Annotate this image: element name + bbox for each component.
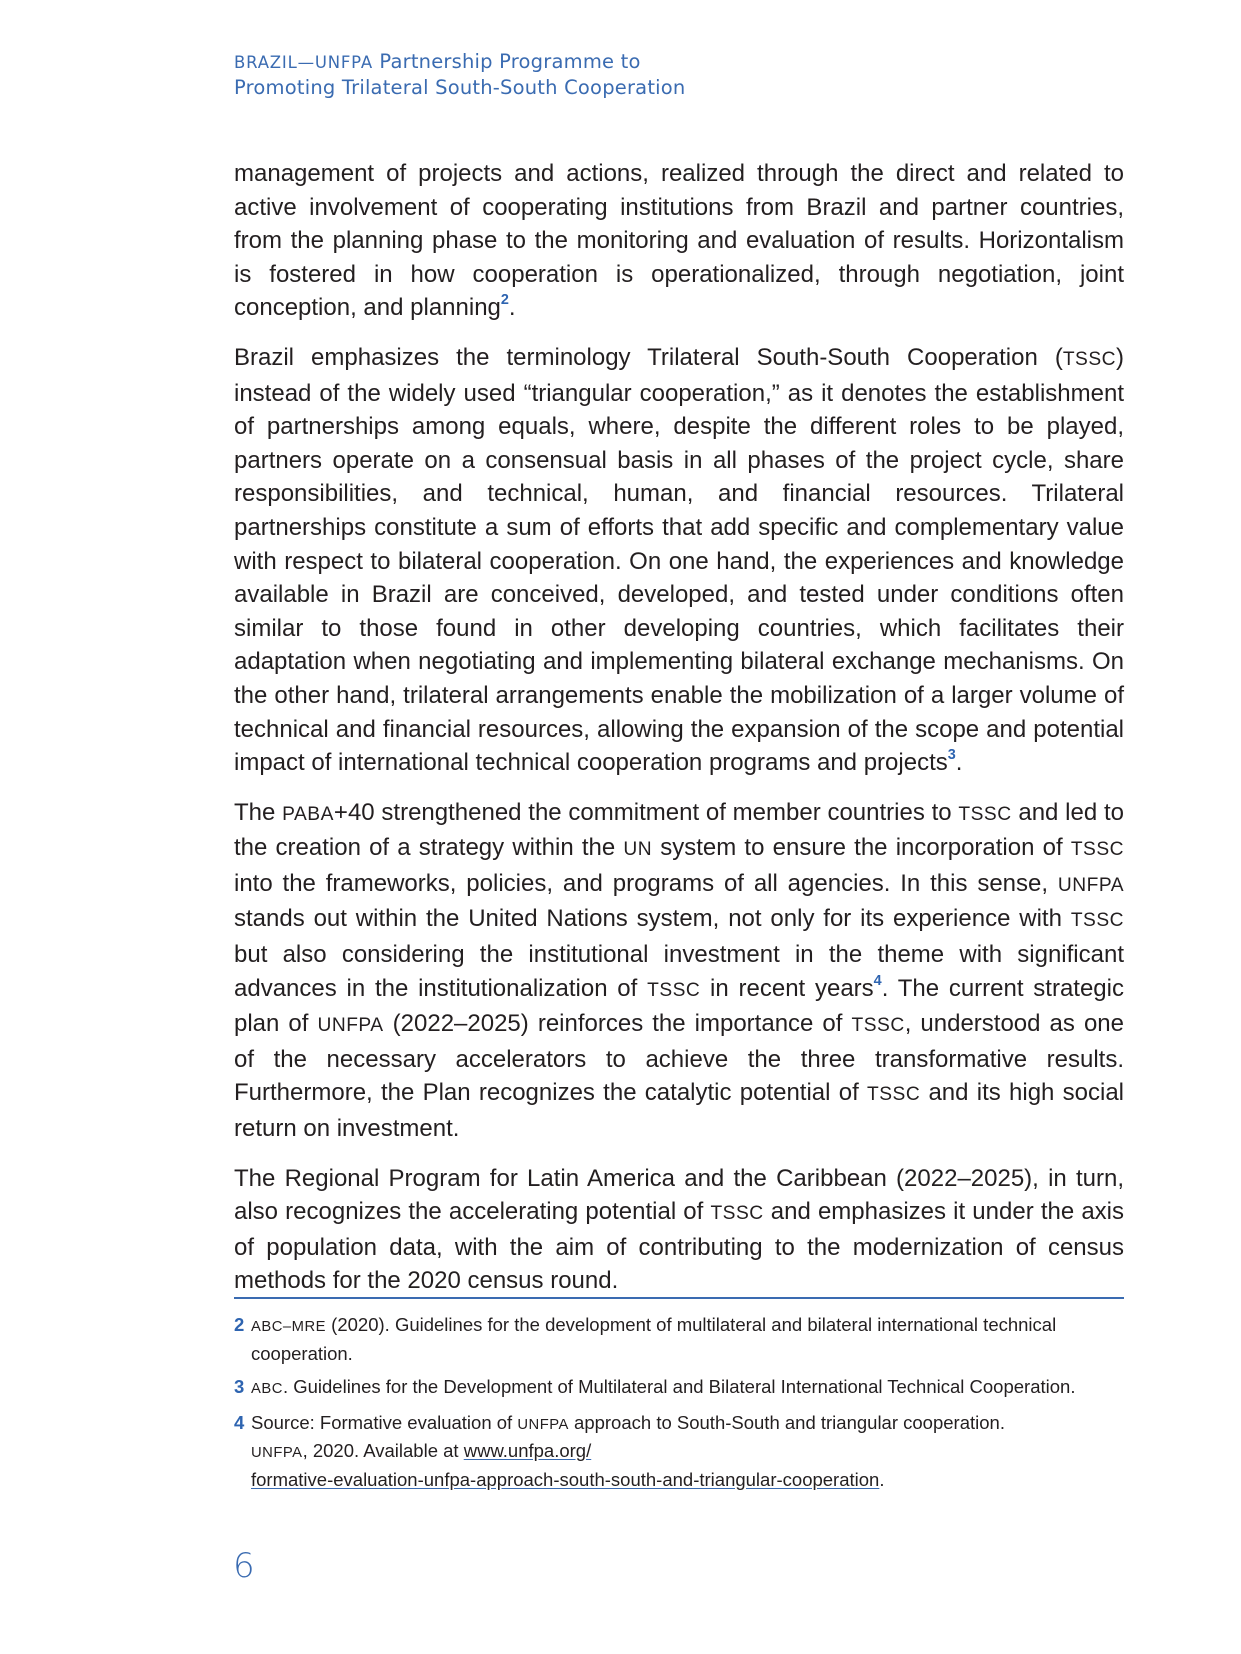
paragraph-3: The PABA+40 strengthened the commitment of member countries to TSSC and led to the creation of a strategy within the UN system to ensure the incorporation of TSSC into the frameworks, policies, and programs of all agencies. In this sense, UNFPA stands out within the United Nations system, not only for its experience with TSSC but also considering the institutional investment in the theme with significant advances in the institutionalization of TSSC in recent years$^4$. The current strategic plan of UNFPA (2022–2025) reinforces the importance of TSSC, understood as one of the necessary accelerators to achieve the three transformative results. Furthermore, the Plan recognizes the catalytic potential of TSSC and its high social return on investment.	[234, 798, 1124, 1143]
footnote-ref-3[interactable]: 3	[947, 747, 956, 764]
paragraph-2: Brazil emphasizes the terminology Trilateral South-South Cooperation (TSSC) instead of the widely used “triangular cooperation,” as it denotes the establishment of partnerships among equals, where, despite the different roles to be played, partners operate on a consensual basis in all phases of the project cycle, share responsibilities, and technical, human, and financial resources. Trilateral partnerships constitute a sum of efforts that add specific and complementary value with respect to bilateral cooperation. On one hand, the experiences and knowledge available in Brazil are conceived, developed, and tested under conditions often similar to those found in other developing countries, which facilitates their adaptation when negotiating and implementing bilateral exchange mechanisms. On the other hand, trilateral arrangements enable the mobilization of a larger volume of technical and financial resources, allowing the expansion of the scope and potential impact of international technical cooperation programs and projects$^3$.	[234, 343, 1124, 777]
body-text	[234, 157, 1124, 1314]
footnote-ref-4[interactable]: 4	[873, 972, 882, 989]
footnote-number: 2	[234, 1314, 245, 1335]
page-number: 6	[233, 1546, 255, 1586]
footnote-4: 4 Source: Formative evaluation of UNFPA approach to South-South and triangular cooperation. UNFPA, 2020. Available at www.unfpa.org/ formative-evaluation-unfpa-approach-south-south-and-triangular-cooperation.	[234, 1411, 1005, 1490]
running-head-line-2: Promoting Trilateral South-South Cooperation	[234, 76, 686, 99]
running-head	[234, 49, 685, 100]
footnotes	[234, 1312, 1124, 1500]
footnote-ref-2[interactable]: 2	[500, 292, 509, 309]
footnote-number: 3	[234, 1375, 245, 1397]
footnote-3: 3 ABC. Guidelines for the Development of Multilateral and Bilateral International Technical Cooperation.	[234, 1374, 1124, 1403]
running-head-line-1: BRAZIL—UNFPA Partnership Programme to	[234, 50, 641, 73]
unfpa-evaluation-link[interactable]: www.unfpa.org/ formative-evaluation-unfpa-approach-south-south-and-triangular-cooperation	[251, 1440, 880, 1490]
footnote-2: 2 ABC–MRE (2020). Guidelines for the development of multilateral and bilateral international technical cooperation.	[234, 1314, 1057, 1364]
paragraph-4: The Regional Program for Latin America and the Caribbean (2022–2025), in turn, also recognizes the accelerating potential of TSSC and emphasizes it under the axis of population data, with the aim of contributing to the modernization of census methods for the 2020 census round.	[234, 1164, 1125, 1295]
footnote-divider	[234, 1297, 1124, 1299]
paragraph-1: management of projects and actions, realized through the direct and related to active involvement of cooperating institutions from Brazil and partner countries, from the planning phase to the monitoring and evaluation of results. Horizontalism is fostered in how cooperation is operationalized, through negotiation, joint conception, and planning$^2$.	[234, 160, 1124, 322]
footnote-number: 4	[234, 1411, 245, 1433]
